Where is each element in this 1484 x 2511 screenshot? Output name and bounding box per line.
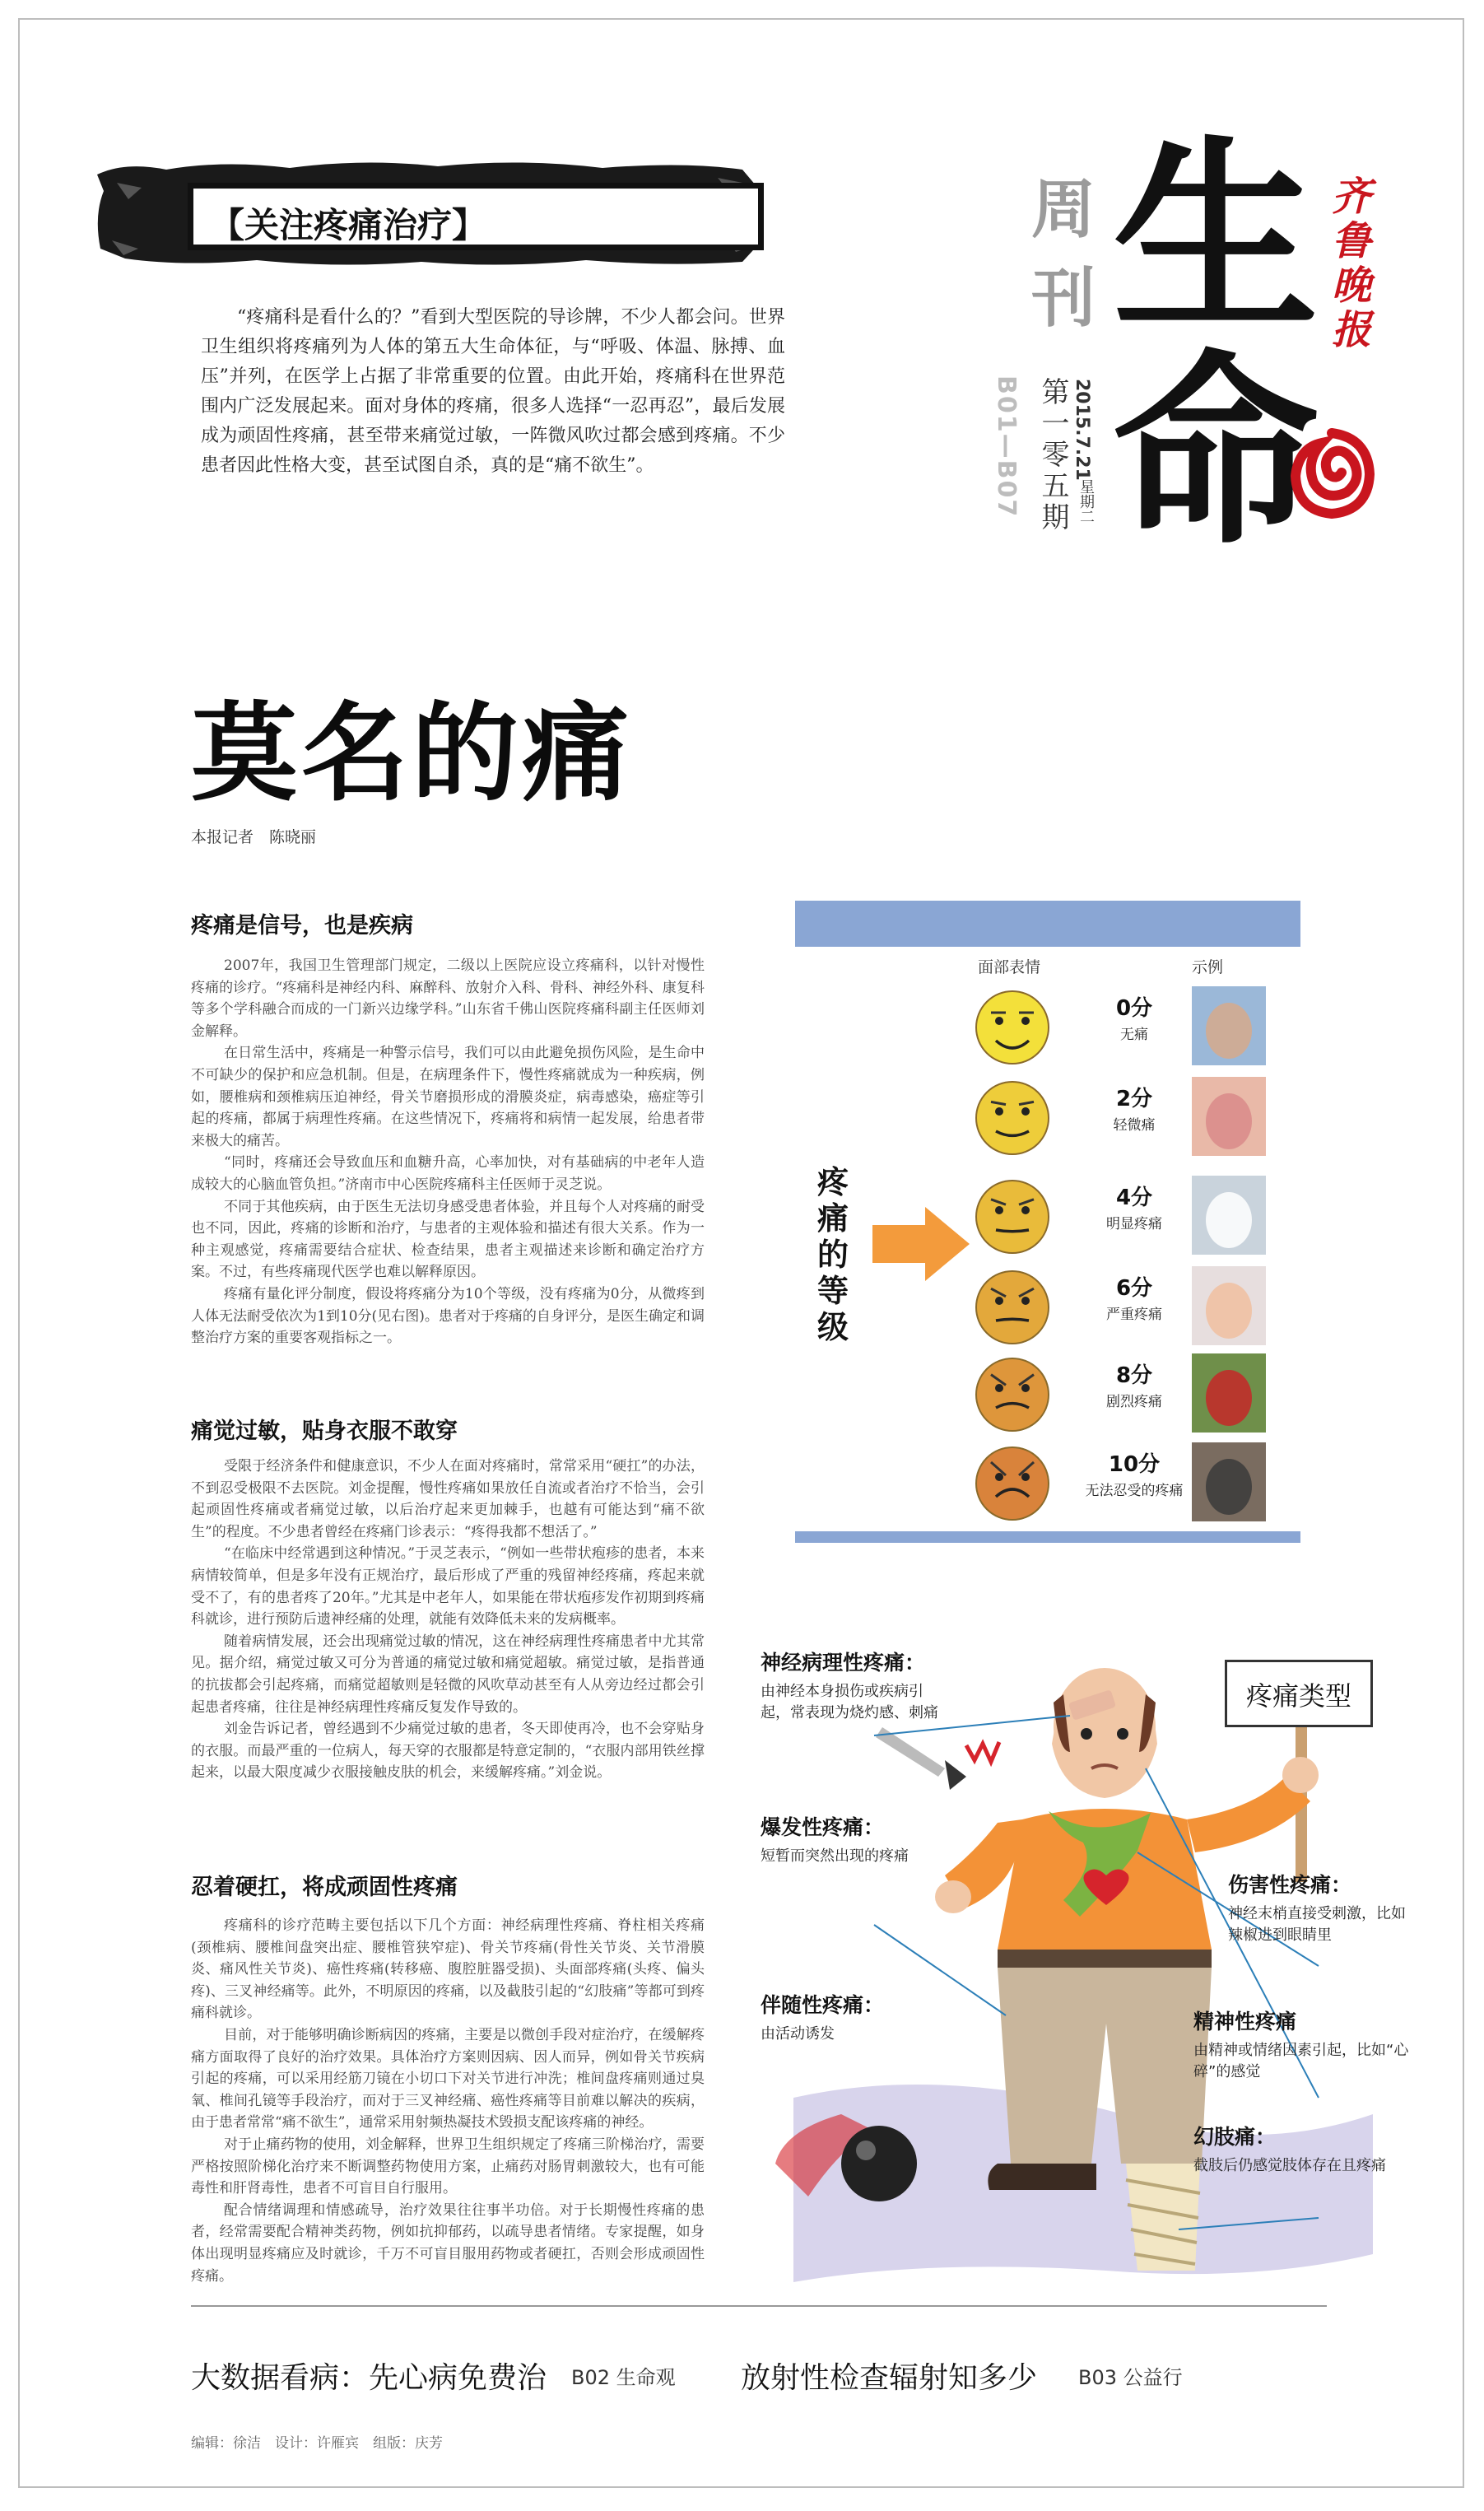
pain-type-title: 爆发性疼痛：	[761, 1815, 885, 1839]
newspaper-logo: 齐鲁晚报	[1331, 174, 1371, 353]
face-expression-icon	[973, 1268, 1052, 1347]
pain-type-title: 幻肢痛：	[1193, 2125, 1277, 2149]
column-title-box	[188, 183, 863, 250]
masthead-pages: B01—B07	[992, 375, 1021, 519]
paragraph: 刘金告诉记者，曾经遇到不少痛觉过敏的患者，冬天即使再冷，也不会穿贴身的衣服。而最严重的一位病人，每天穿的衣服都是特意定制的，“衣服内部用铁丝撑起来，以最大限度减少衣服接触皮肤的机会，来缓解疼痛。”刘金说。	[191, 1721, 705, 1782]
section-heading-3: 忍着硬扛，将成顽固性疼痛	[191, 1875, 458, 1900]
scale-vertical-label: 疼痛的等级	[816, 1164, 849, 1345]
teaser-page-1: B02 生命观	[571, 2366, 676, 2389]
masthead-kan: 刊	[1030, 262, 1096, 336]
pain-type-desc: 神经末梢直接受刺激，比如辣椒进到眼睛里	[1228, 1905, 1406, 1944]
paragraph: 2007年，我国卫生管理部门规定，二级以上医院应设立疼痛科，以针对慢性疼痛的诊疗。“疼痛科是神经内科、麻醉科、放射介入科、骨科、神经外科、康复科等多个学科融合而成的一门新兴边缘学科。”山东省千佛山医院疼痛科副主任医师刘金解释。	[191, 957, 705, 1040]
pain-type-title: 伤害性疼痛：	[1228, 1873, 1352, 1897]
footer-divider	[191, 2305, 1327, 2307]
paragraph: “在临床中经常遇到这种情况。”于灵芝表示，“例如一些带状疱疹的患者，本来病情较简单，但是多年没有正规治疗，最后形成了严重的残留神经疼痛，疼起来就受不了，有的患者疼了20年。”尤其是中老年人，如果能在带状疱疹发作初期到疼痛科就诊，进行预防后遗神经痛的处理，就能有效降低未来的发病概率。	[191, 1545, 705, 1628]
pain-score: 8分	[1115, 1363, 1153, 1388]
masthead-issue: 第一零五期	[1036, 377, 1069, 533]
pain-type-desc: 由神经本身损伤或疾病引起，常表现为烧灼感、刺痛	[761, 1683, 938, 1721]
teaser-title-2[interactable]: 放射性检查辐射知多少	[741, 2361, 1038, 2395]
column-title: 【关注疼痛治疗】	[210, 205, 487, 245]
pain-type-desc: 由活动诱发	[761, 2025, 835, 2043]
paragraph: 目前，对于能够明确诊断病因的疼痛，主要是以微创手段对症治疗，在缓解疼痛方面取得了良好的治疗效果。具体治疗方案则因病、因人而异，例如骨关节疾病引起的疼痛，可以采用经筋刀镜在小切口下对关节进行冲洗；椎间盘疼痛则通过臭氧、椎间孔镜等手段治疗，而对于三叉神经痛、癌性疼痛等目前难以解决的疾病，由于患者常常“痛不欲生”，通常采用射频热凝技术毁损支配该疼痛的神经。	[191, 2026, 705, 2131]
paragraph: 在日常生活中，疼痛是一种警示信号，我们可以由此避免损伤风险，是生命中不可缺少的保护和应急机制。但是，在病理条件下，慢性疼痛就成为一种疾病，例如，腰椎病和颈椎病压迫神经，骨关节磨损形成的滑膜炎症，病毒感染，癌症等引起的疼痛，都属于病理性疼痛。在这些情况下，疼痛将和病情一起发展，给患者带来极大的痛苦。	[191, 1045, 705, 1149]
pain-scale-infographic	[795, 901, 1300, 1543]
pain-type-title: 伴随性疼痛：	[761, 1993, 885, 2017]
pain-score: 10分	[1108, 1452, 1161, 1477]
pain-types-sign	[1225, 1660, 1373, 1727]
lead-paragraph: “疼痛科是看什么的？”看到大型医院的导诊牌，不少人都会问。世界卫生组织将疼痛列为人体的第五大生命体征，与“呼吸、体温、脉搏、血压”并列，在医学上占据了非常重要的位置。由此开始，疼痛科在世界范围内广泛发展起来。面对身体的疼痛，很多人选择“一忍再忍”，最后发展成为顽固性疼痛，甚至带来痛觉过敏，一阵微风吹过都会感到疼痛。不少患者因此性格大变，甚至试图自杀，真的是“痛不欲生”。	[201, 307, 785, 476]
pain-score-label: 无法忍受的疼痛	[1085, 1483, 1184, 1499]
pain-level-row	[795, 983, 1300, 1065]
section-body-3	[191, 1915, 705, 2287]
column-header-example: 示例	[1192, 958, 1224, 976]
byline: 本报记者 陈晓丽	[191, 828, 317, 846]
paragraph: 疼痛科的诊疗范畴主要包括以下几个方面：神经病理性疼痛、脊柱相关疼痛(颈椎病、腰椎间盘突出症、腰椎管狭窄症)、骨关节疼痛(骨性关节炎、关节滑膜炎、痛风性关节炎)、癌性疼痛(转移癌、腹腔脏器受损)、头面部疼痛(头疼、偏头疼)、三叉神经痛等。此外，不明原因的疼痛，以及截肢引起的“幻肢痛”等都可到疼痛科就诊。	[191, 1917, 705, 2022]
pain-type-desc: 截肢后仍感觉肢体存在且疼痛	[1193, 2157, 1386, 2174]
paragraph: 不同于其他疾病，由于医生无法切身感受患者体验，并且每个人对疼痛的耐受也不同，因此，疼痛的诊断和治疗，与患者的主观体验和描述有很大关系。作为一种主观感觉，疼痛需要结合症状、检查结果，患者主观描述来诊断和确定治疗方案。不过，有些疼痛现代医学也难以解释原因。	[191, 1198, 705, 1281]
example-photo-icon	[1192, 1077, 1266, 1156]
column-banner	[92, 158, 767, 270]
pain-types-sign-text: 疼痛类型	[1245, 1680, 1351, 1712]
person-figure-illustration	[751, 1637, 1417, 2295]
scale-top-bar	[795, 901, 1300, 947]
pain-level-row	[795, 1172, 1300, 1255]
pain-score-label: 剧烈疼痛	[1106, 1394, 1162, 1410]
teaser-page-2: B03 公益行	[1078, 2366, 1183, 2389]
pain-level-row	[795, 1439, 1300, 1521]
pain-score-label: 无痛	[1120, 1027, 1148, 1043]
paragraph: 配合情绪调理和情感疏导，治疗效果往往事半功倍。对于长期慢性疼痛的患者，经常需要配合精神类药物，例如抗抑郁药，以疏导患者情绪。专家提醒，如身体出现明显疼痛应及时就诊，千万不可盲目服用药物或者硬扛，否则会形成顽固性疼痛。	[191, 2201, 705, 2285]
paragraph: 疼痛有量化评分制度，假设将疼痛分为10个等级，没有疼痛为0分，从微疼到人体无法耐受依次为1到10分(见右图)。患者对于疼痛的自身评分，是医生确定和调整治疗方案的重要客观指标之一。	[191, 1285, 705, 1347]
example-photo-icon	[1192, 1266, 1266, 1345]
face-expression-icon	[973, 1078, 1052, 1158]
paragraph: “同时，疼痛还会导致血压和血糖升高，心率加快，对有基础病的中老年人造成较大的心脑血管负担。”济南市中心医院疼痛科主任医师于灵芝说。	[191, 1154, 705, 1193]
headline: 莫名的痛	[191, 691, 633, 816]
face-expression-icon	[973, 1177, 1052, 1256]
paragraph: 对于止痛药物的使用，刘金解释，世界卫生组织规定了疼痛三阶梯治疗，需要严格按照阶梯化治疗来不断调整药物使用方案，止痛药对肠胃刺激较大，也有可能毒性和肝肾毒性，患者不可盲目自行服用。	[191, 2136, 705, 2197]
pain-types-infographic	[751, 1637, 1417, 2295]
credits: 编辑：徐洁 设计：许雁宾 组版：庆芳	[191, 2435, 443, 2452]
pain-score: 2分	[1115, 1087, 1153, 1111]
pain-type-desc: 短暂而突然出现的疼痛	[761, 1847, 909, 1865]
face-expression-icon	[973, 1444, 1052, 1523]
section-heading-1: 疼痛是信号，也是疾病	[191, 913, 413, 939]
pain-type-desc: 由精神或情绪因素引起，比如“心碎”的感觉	[1193, 2042, 1409, 2080]
masthead-zhou: 周	[1030, 173, 1096, 247]
example-photo-icon	[1192, 1176, 1266, 1255]
face-expression-icon	[973, 1355, 1052, 1434]
column-header-face: 面部表情	[978, 958, 1041, 976]
paragraph: 受限于经济条件和健康意识，不少人在面对疼痛时，常常采用“硬扛”的办法，不到忍受极限不去医院。刘金提醒，慢性疼痛如果放任自流或者治疗不恰当，会引起顽固性疼痛或者痛觉过敏，以后治疗起来更加棘手，也越有可能达到“痛不欲生”的程度。不少患者曾经在疼痛门诊表示：“疼得我都不想活了。”	[191, 1458, 705, 1540]
pain-score: 6分	[1115, 1276, 1153, 1301]
pain-level-row	[795, 1074, 1300, 1156]
example-photo-icon	[1192, 1353, 1266, 1433]
section-body-1	[191, 955, 705, 1349]
pain-level-row	[795, 1263, 1300, 1345]
pain-type-title: 精神性疼痛	[1193, 2010, 1297, 2033]
scale-bottom-bar	[795, 1531, 1300, 1543]
masthead-title-sheng: 生	[1113, 119, 1319, 358]
pain-score-label: 严重疼痛	[1106, 1307, 1162, 1323]
teaser-title-1[interactable]: 大数据看病：先心病免费治	[191, 2361, 547, 2395]
example-photo-icon	[1192, 986, 1266, 1065]
face-expression-icon	[973, 988, 1052, 1067]
masthead-weekday: 星期二	[1077, 479, 1095, 524]
paragraph: 随着病情发展，还会出现痛觉过敏的情况，这在神经病理性疼痛患者中尤其常见。据介绍，痛觉过敏又可分为普通的痛觉过敏和痛觉超敏。痛觉过敏，是指普通的抗拔都会引起疼痛，而痛觉超敏则是轻微的风吹草动甚至有人从旁边经过都会引起患者疼痛，往往是神经病理性疼痛反复发作导致的。	[191, 1633, 705, 1716]
masthead-title-ming: 命	[1113, 333, 1319, 572]
pain-level-row	[795, 1350, 1300, 1433]
section-body-2	[191, 1456, 705, 1784]
example-photo-icon	[1192, 1442, 1266, 1521]
pain-score: 4分	[1115, 1186, 1153, 1210]
pain-score-label: 明显疼痛	[1106, 1216, 1162, 1232]
red-swirl-logo-icon	[1289, 428, 1375, 519]
masthead-date: 2015.7.21	[1072, 379, 1092, 481]
pain-score: 0分	[1115, 996, 1153, 1021]
section-heading-2: 痛觉过敏，贴身衣服不敢穿	[191, 1419, 458, 1444]
pain-type-title: 神经病理性疼痛：	[761, 1651, 926, 1675]
pain-score-label: 轻微痛	[1113, 1117, 1156, 1134]
